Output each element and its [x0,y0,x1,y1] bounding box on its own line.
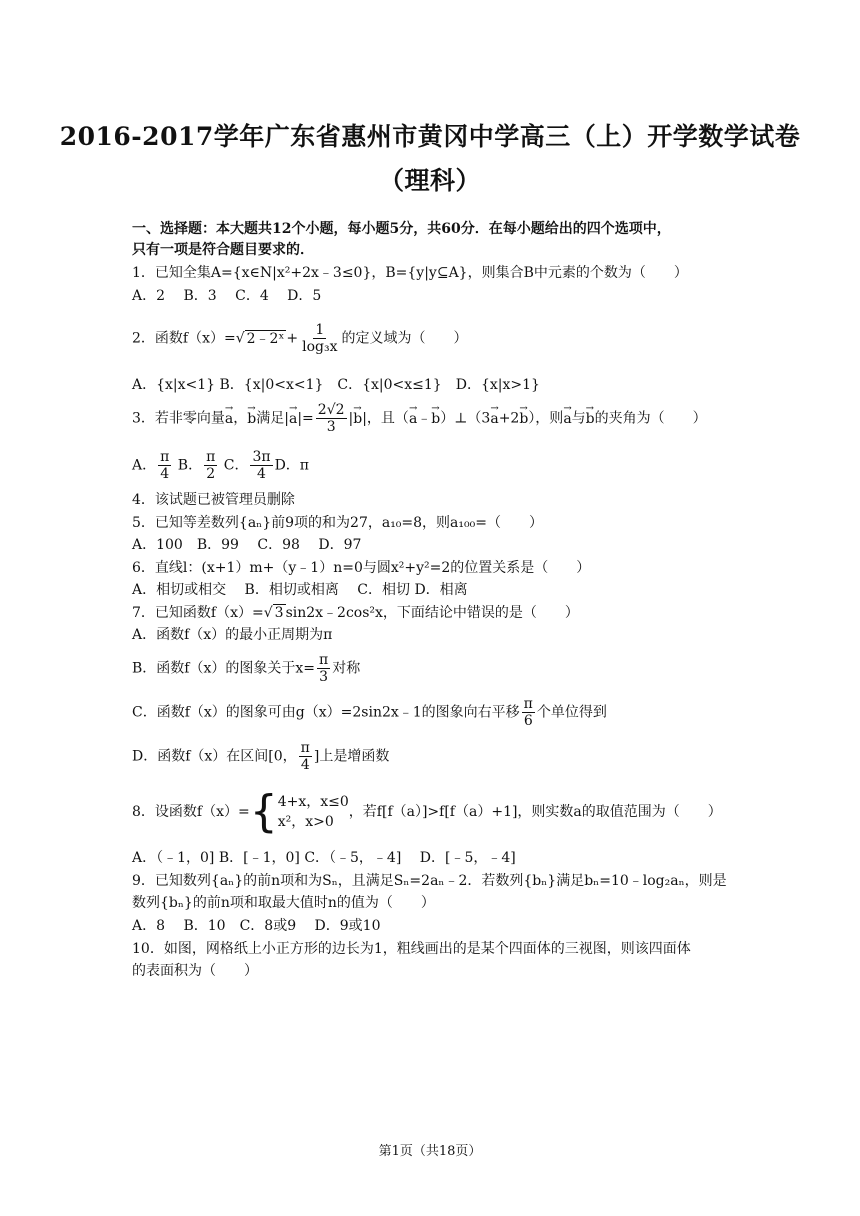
q1-stem: 1．已知全集A={x∈N|x²+2x﹣3≤0}，B={y|y⊆A}，则集合B中元素的个数为（ ） [132,265,688,281]
q7-option-d-num: π [300,740,310,756]
q3-mid5: ）⊥（3 [440,410,491,427]
q3-stem [132,402,707,435]
q7-option-c-num: π [523,696,533,712]
q8-left-brace: { [249,786,278,837]
section-heading-line1: 一、选择题：本大题共12个小题，每小题5分，共60分．在每小题给出的四个选项中， [132,221,671,237]
q8-piecewise [249,786,349,837]
q2-stem-post: 的定义域为（ ） [341,330,468,347]
q7-option-c-pre: C．函数f（x）的图象可由g（x）=2sin2x﹣1的图象向右平移 [132,704,520,721]
q3-vector-b-4: → b [519,409,528,429]
q3-vector-a-4: → a [490,409,498,429]
q3-options [132,449,309,482]
section-heading-line2: 只有一项是符合题目要求的． [132,242,314,258]
q2-frac-den: log₃x [302,339,338,355]
q3-vector-a: → a [225,409,233,429]
q8-case2: x²，x>0 [277,814,334,830]
q7-option-b-fraction [317,652,330,685]
q3-mid3: | [348,410,354,427]
q1-options: A．2 B．3 C．4 D．5 [132,288,322,304]
q7-option-d-fraction [299,740,312,773]
q3-fraction [316,402,347,435]
q7-option-c [132,696,607,729]
q2-options: A．{x|x<1} B．{x|0<x<1} C．{x|0<x≤1} D．{x|x>1} [132,377,540,393]
q3-yu: 与 [571,410,586,427]
q3-vector-a-5: → a [563,409,571,429]
q7-stem [132,603,579,623]
q8-case1: 4+x，x≤0 [277,794,349,810]
q3-option-a-label: A． [132,457,157,474]
q7-sqrt-sign: √ [263,605,273,621]
q3-mid2: |= [297,410,314,427]
q2-stem [132,322,468,355]
q5-stem: 5．已知等差数列{aₙ}前9项的和为27，a₁₀=8，则a₁₀₀=（ ） [132,515,543,531]
q9-line2: 数列{bₙ}的前n项和取最大值时n的值为（ ） [132,895,435,911]
q3-option-b-label: B． [177,457,203,474]
q8-options: A．（﹣1，0] B．[﹣1，0] C．（﹣5，﹣4] D．[﹣5，﹣4] [132,850,516,866]
q3-option-a-num: π [160,449,170,465]
q2-sqrt-body: 2﹣2ˣ [246,330,285,347]
q3-vector-b-3: → b [431,409,440,429]
q2-sqrt-sign: √ [235,330,245,347]
q3-option-a-fraction [158,449,171,482]
q3-vector-a-2: → a [289,409,297,429]
q2-plus: + [286,330,299,347]
q7-option-d-pre: D．函数f（x）在区间[0， [132,748,297,765]
q7-option-a: A．函数f（x）的最小正周期为π [132,627,333,643]
q3-mid4: |，且（ [362,410,409,427]
q7-option-b [132,652,360,685]
page-subtitle: （理科） [378,166,481,195]
q3-mid6: ），则 [528,410,564,427]
q3-option-c-fraction [250,449,272,482]
q3-comma: ， [233,410,248,427]
q7-option-d-den: 4 [300,757,310,773]
q6-stem: 6．直线l：(x+1）m+（y﹣1）n=0与圆x²+y²=2的位置关系是（ ） [132,560,591,576]
q9-line1: 9．已知数列{aₙ}的前n项和为Sₙ，且满足Sₙ=2aₙ﹣2．若数列{bₙ}满足bₙ=10﹣log₂aₙ，则是 [132,873,727,889]
q7-stem-pre: 7．已知函数f（x）= [132,605,264,621]
q3-option-c-label: C． [223,457,249,474]
q3-option-c-num: 3π [252,449,271,465]
q3-option-b-num: π [206,449,216,465]
q3-frac-num: 2√2 [317,402,345,418]
q8-stem [132,786,722,837]
q3-plus2: +2 [498,410,520,427]
page-title: 2016-2017学年广东省惠州市黄冈中学高三（上）开学数学试卷 [59,122,801,151]
q3-vector-b-5: → b [586,409,595,429]
q2-fraction [300,322,339,355]
q3-post: 的夹角为（ ） [594,410,707,427]
q4-stem: 4．该试题已被管理员删除 [132,492,295,508]
q3-option-d: D．π [274,457,309,474]
q2-frac-num: 1 [315,322,325,338]
q7-option-b-pre: B．函数f（x）的图象关于x= [132,660,315,677]
q10-line1: 10．如图，网格纸上小正方形的边长为1，粗线画出的是某个四面体的三视图，则该四面体 [132,941,691,957]
q7-stem-post: sin2x﹣2cos²x，下面结论中错误的是（ ） [285,605,579,621]
q8-stem-post: ，若f[f（a）]>f[f（a）+1]，则实数a的取值范围为（ ） [348,804,722,820]
q7-option-b-den: 3 [319,669,329,685]
q7-option-c-fraction [522,696,535,729]
q7-option-b-num: π [319,652,329,668]
q7-option-b-post: 对称 [332,660,361,677]
q3-minus: ﹣ [417,410,432,427]
q9-options: A．8 B．10 C．8或9 D．9或10 [132,918,381,934]
q3-vector-b: → b [247,409,256,429]
q3-option-c-den: 4 [257,466,266,482]
q3-mid1: 满足| [256,410,289,427]
q8-cases [278,792,349,832]
q6-options: A．相切或相交 B．相切或相离 C．相切 D．相离 [132,582,468,598]
q8-stem-pre: 8．设函数f（x）= [132,804,250,820]
q3-option-a-den: 4 [160,466,170,482]
q3-option-b-den: 2 [206,466,216,482]
q7-sqrt-body: 3 [274,605,284,621]
page-footer: 第1页（共18页） [378,1144,482,1159]
q5-options: A．100 B．99 C．98 D．97 [132,537,362,553]
q10-line2: 的表面积为（ ） [132,963,258,979]
q7-option-c-den: 6 [523,713,533,729]
q7-option-c-post: 个单位得到 [536,704,607,721]
q7-option-d-post: ]上是增函数 [313,748,390,765]
q3-pre: 3．若非零向量 [132,410,225,427]
q7-option-d [132,740,389,773]
q2-stem-pre: 2．函数f（x）= [132,330,236,347]
q3-option-b-fraction [204,449,217,482]
q3-vector-b-2: → b [353,409,362,429]
q3-vector-a-3: → a [409,409,417,429]
q3-frac-den: 3 [326,419,336,435]
